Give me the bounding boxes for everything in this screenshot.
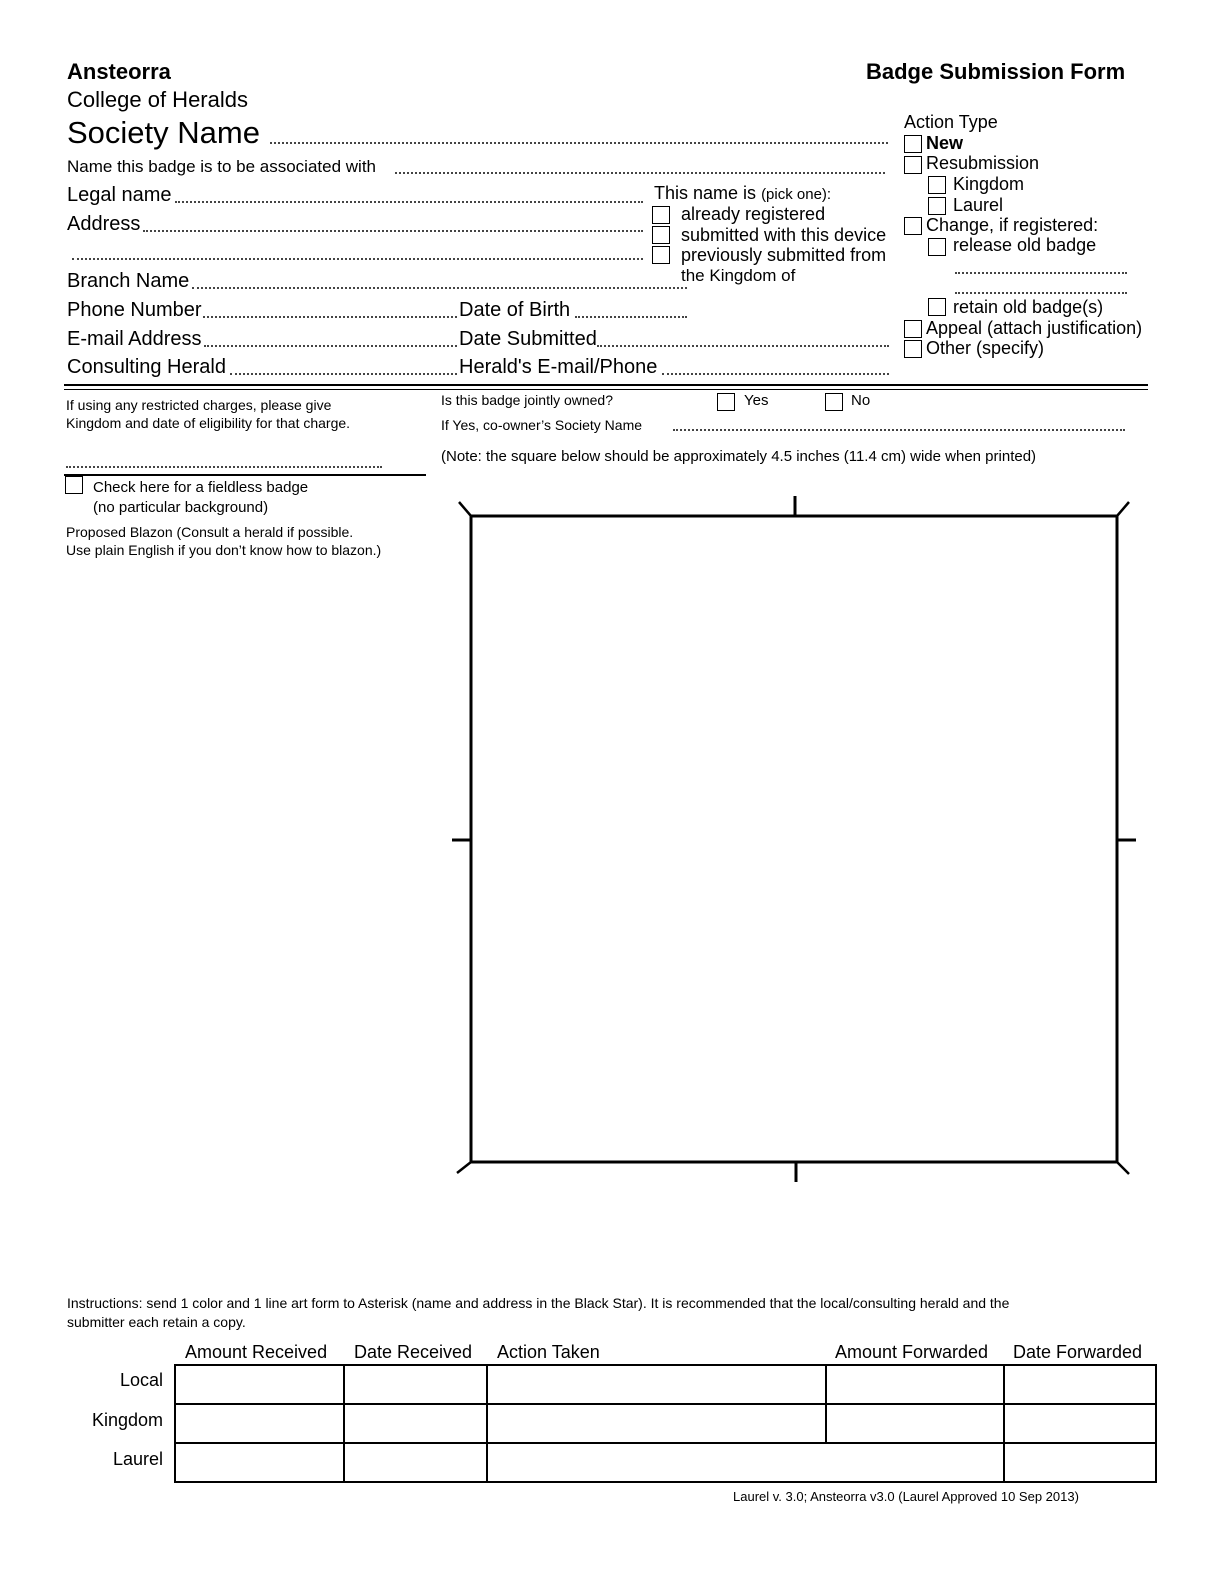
joint-yes-checkbox[interactable]	[717, 393, 735, 411]
fieldless-sublabel: (no particular background)	[93, 499, 269, 516]
resub-kingdom-checkbox[interactable]	[928, 176, 946, 194]
row-kingdom: Kingdom	[91, 1410, 163, 1430]
laurel-date-received-cell[interactable]	[344, 1443, 487, 1482]
laurel-date-forwarded-cell[interactable]	[1004, 1443, 1156, 1482]
joint-no-checkbox[interactable]	[825, 393, 843, 411]
already-registered-checkbox[interactable]	[652, 206, 670, 224]
row-local: Local	[119, 1370, 163, 1390]
local-action-taken-cell[interactable]	[487, 1365, 826, 1404]
joint-yes-label: Yes	[744, 392, 769, 409]
action-type-heading: Action Type	[904, 112, 998, 132]
branch-name-field[interactable]	[192, 287, 687, 289]
joint-question: Is this badge jointly owned?	[441, 392, 613, 408]
kingdom-name: Ansteorra	[67, 59, 171, 84]
new-label: New	[926, 133, 964, 153]
local-amount-forwarded-cell[interactable]	[826, 1365, 1004, 1404]
retain-old-badge-label: retain old badge(s)	[953, 297, 1104, 317]
resubmission-label: Resubmission	[926, 153, 1040, 173]
already-registered-label: already registered	[681, 204, 826, 224]
previously-submitted-label: previously submitted from	[681, 245, 887, 265]
herald-contact-label: Herald's E-mail/Phone	[459, 356, 658, 378]
local-date-forwarded-cell[interactable]	[1004, 1365, 1156, 1404]
coowner-field[interactable]	[673, 429, 1125, 431]
section-divider-thin	[64, 389, 1148, 390]
release-old-badge-label: release old badge	[953, 235, 1097, 255]
change-checkbox[interactable]	[904, 217, 922, 235]
resub-laurel-label: Laurel	[953, 195, 1004, 215]
associated-name-field[interactable]	[395, 172, 885, 174]
address-field[interactable]	[143, 230, 643, 232]
consulting-herald-label: Consulting Herald	[67, 356, 226, 378]
section-divider	[64, 384, 1148, 386]
email-label: E-mail Address	[67, 328, 202, 350]
kingdom-of-label: the Kingdom of	[681, 266, 796, 285]
kingdom-date-received-cell[interactable]	[344, 1404, 487, 1443]
col-date-forwarded: Date Forwarded	[1013, 1342, 1143, 1362]
badge-drawing-area[interactable]	[440, 490, 1160, 1190]
society-name-field[interactable]	[270, 142, 888, 144]
col-amount-forwarded: Amount Forwarded	[835, 1342, 989, 1362]
version-footer: Laurel v. 3.0; Ansteorra v3.0 (Laurel Approved 10 Sep 2013)	[733, 1489, 1079, 1504]
fieldless-checkbox[interactable]	[65, 476, 83, 494]
restricted-note-line2: Kingdom and date of eligibility for that charge.	[66, 415, 351, 431]
new-checkbox[interactable]	[904, 135, 922, 153]
appeal-label: Appeal (attach justification)	[926, 318, 1143, 338]
legal-name-label: Legal name	[67, 184, 172, 206]
other-checkbox[interactable]	[904, 340, 922, 358]
release-old-badge-checkbox[interactable]	[928, 238, 946, 256]
blazon-label-line2: Use plain English if you don’t know how to blazon.)	[66, 542, 382, 558]
joint-no-label: No	[851, 392, 871, 409]
college-name: College of Heralds	[67, 87, 248, 112]
other-label: Other (specify)	[926, 338, 1045, 358]
phone-field[interactable]	[203, 316, 457, 318]
col-date-received: Date Received	[354, 1342, 473, 1362]
row-laurel: Laurel	[112, 1449, 163, 1469]
submitted-with-device-checkbox[interactable]	[652, 226, 670, 244]
instructions-line1: Instructions: send 1 color and 1 line art form to Asterisk (name and address in the Black Star). It is recommended that the local/consulting herald and the	[67, 1295, 1010, 1311]
change-label: Change, if registered:	[926, 215, 1099, 235]
phone-label: Phone Number	[67, 299, 202, 321]
left-divider	[64, 474, 426, 476]
office-use-table	[174, 1364, 1157, 1483]
legal-name-field[interactable]	[175, 201, 643, 203]
kingdom-amount-forwarded-cell[interactable]	[826, 1404, 1004, 1443]
submitted-with-device-label: submitted with this device	[681, 225, 887, 245]
retain-old-badge-checkbox[interactable]	[928, 298, 946, 316]
fieldless-label: Check here for a fieldless badge	[93, 479, 309, 496]
previously-submitted-checkbox[interactable]	[652, 246, 670, 264]
blazon-label-line1: Proposed Blazon (Consult a herald if possible.	[66, 524, 354, 540]
kingdom-action-taken-cell[interactable]	[487, 1404, 826, 1443]
col-amount-received: Amount Received	[185, 1342, 328, 1362]
address-label: Address	[67, 213, 141, 235]
release-detail-field[interactable]	[955, 272, 1127, 274]
kingdom-date-forwarded-cell[interactable]	[1004, 1404, 1156, 1443]
table-row	[175, 1365, 1156, 1404]
local-amount-received-cell[interactable]	[175, 1365, 344, 1404]
laurel-amount-received-cell[interactable]	[175, 1443, 344, 1482]
local-date-received-cell[interactable]	[344, 1365, 487, 1404]
table-row	[175, 1404, 1156, 1443]
kingdom-amount-received-cell[interactable]	[175, 1404, 344, 1443]
herald-contact-field[interactable]	[662, 373, 889, 375]
name-status-heading: This name is (pick one):	[654, 183, 832, 203]
branch-name-label: Branch Name	[67, 270, 190, 292]
appeal-checkbox[interactable]	[904, 320, 922, 338]
address-field-line2[interactable]	[72, 258, 643, 260]
dob-field[interactable]	[575, 316, 687, 318]
restricted-note-line1: If using any restricted charges, please give	[66, 397, 332, 413]
release-detail-field-line2[interactable]	[955, 292, 1127, 294]
society-name-label: Society Name	[67, 115, 260, 150]
table-row	[175, 1443, 1156, 1482]
resubmission-checkbox[interactable]	[904, 156, 922, 174]
coowner-label: If Yes, co-owner’s Society Name	[441, 417, 643, 433]
form-title: Badge Submission Form	[866, 59, 1126, 84]
square-note: (Note: the square below should be approximately 4.5 inches (11.4 cm) wide when printed)	[441, 448, 1037, 465]
consulting-herald-field[interactable]	[230, 373, 457, 375]
col-action-taken: Action Taken	[497, 1342, 600, 1362]
date-submitted-field[interactable]	[597, 345, 889, 347]
resub-kingdom-label: Kingdom	[953, 174, 1025, 194]
email-field[interactable]	[204, 345, 457, 347]
instructions-line2: submitter each retain a copy.	[67, 1314, 246, 1330]
resub-laurel-checkbox[interactable]	[928, 197, 946, 215]
restricted-charge-field[interactable]	[66, 466, 382, 468]
associated-name-label: Name this badge is to be associated with	[67, 157, 377, 176]
laurel-action-taken-cell[interactable]	[487, 1443, 1004, 1482]
date-submitted-label: Date Submitted	[459, 328, 597, 350]
dob-label: Date of Birth	[459, 299, 571, 321]
